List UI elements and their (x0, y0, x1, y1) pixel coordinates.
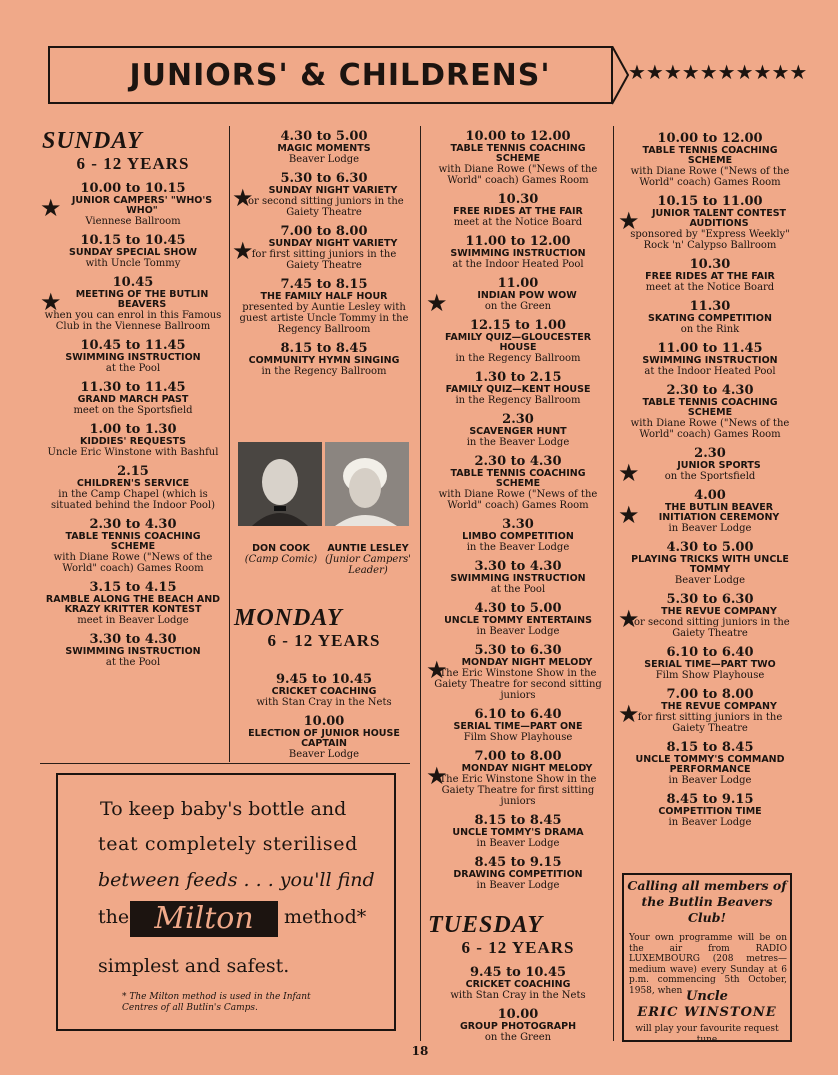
event-title: UNCLE TOMMY ENTERTAINS (444, 615, 592, 626)
event-title: SWIMMING INSTRUCTION (642, 355, 778, 366)
event-title: TABLE TENNIS COACHING SCHEME (642, 145, 778, 166)
event-item (42, 234, 224, 269)
event-title: UNCLE TOMMY'S COMMAND PERFORMANCE (635, 754, 785, 775)
event-time: 10.00 to 10.15 (80, 181, 186, 196)
event-item (618, 446, 800, 487)
event-title: MEETING OF THE BUTLIN BEAVERS (75, 289, 209, 310)
event-item (234, 130, 414, 165)
event-detail: meet in Beaver Lodge (77, 615, 189, 626)
event-title: TABLE TENNIS COACHING SCHEME (65, 531, 201, 552)
star-icon: ★ (40, 288, 62, 316)
event-title: FREE RIDES AT THE FAIR (645, 271, 775, 282)
event-item (428, 814, 608, 849)
event-title: CRICKET COACHING (465, 979, 571, 990)
event-title: TABLE TENNIS COACHING SCHEME (450, 143, 586, 164)
event-item (428, 856, 608, 891)
tuesday-column (428, 912, 608, 1050)
event-time: 2.30 to 4.30 (89, 517, 177, 532)
event-detail: at the Indoor Heated Pool (644, 366, 776, 377)
event-item (428, 518, 608, 553)
milton-logo: Milton (130, 901, 278, 937)
event-title: SERIAL TIME—PART TWO (644, 659, 776, 670)
event-title: JUNIOR SPORTS (677, 460, 761, 471)
event-time: 7.00 to 8.00 (280, 224, 368, 239)
event-detail: in the Beaver Lodge (466, 437, 570, 448)
event-item (42, 518, 224, 574)
event-title: SERIAL TIME—PART ONE (453, 721, 583, 732)
event-title: LIMBO COMPETITION (462, 531, 574, 542)
monday-continued-column (428, 130, 608, 898)
star-icon: ★ (618, 207, 640, 235)
sunday-evening-column (234, 130, 414, 384)
event-detail: at the Pool (490, 584, 546, 595)
event-title: THE FAMILY HALF HOUR (260, 291, 388, 302)
event-item (428, 602, 608, 637)
event-title: INDIAN POW WOW (477, 290, 577, 301)
event-time: 2.30 to 4.30 (666, 383, 754, 398)
club-name: ERIC WINSTONE (637, 1005, 777, 1020)
event-time: 5.30 to 6.30 (666, 592, 754, 607)
event-detail: Film Show Playhouse (655, 670, 765, 681)
event-title: MONDAY NIGHT MELODY (461, 763, 593, 774)
event-detail: meet at the Notice Board (453, 217, 583, 228)
event-title: TABLE TENNIS COACHING SCHEME (642, 397, 778, 418)
event-detail: sponsored by "Express Weekly" Rock 'n' Calypso Ballroom (630, 229, 790, 251)
event-detail: Beaver Lodge (288, 154, 360, 165)
event-item (234, 342, 414, 377)
event-title: SWIMMING INSTRUCTION (450, 573, 586, 584)
event-time: 2.30 (694, 446, 726, 461)
event-detail: in Beaver Lodge (668, 523, 752, 534)
column-divider (420, 126, 421, 1041)
event-item (42, 581, 224, 626)
event-time: 10.45 to 11.45 (80, 338, 186, 353)
club-heading: Calling all members of the Butlin Beavers Club! (627, 878, 787, 925)
event-time: 10.45 (112, 275, 154, 290)
caption-role: (Camp Comic) (244, 554, 318, 565)
event-item (42, 182, 224, 227)
event-title: COMPETITION TIME (658, 806, 762, 817)
event-item (428, 1008, 608, 1043)
event-detail: on the Rink (680, 324, 740, 335)
event-title: SWIMMING INSTRUCTION (65, 646, 201, 657)
event-title: TABLE TENNIS COACHING SCHEME (450, 468, 586, 489)
event-detail: in Beaver Lodge (668, 775, 752, 786)
event-detail: Uncle Eric Winstone with Bashful (47, 447, 219, 458)
star-icon: ★ (426, 656, 448, 684)
event-detail: in Beaver Lodge (476, 838, 560, 849)
caption-role: (Junior Campers' Leader) (324, 554, 412, 576)
event-item (620, 741, 800, 786)
event-item (620, 132, 800, 188)
event-time: 10.30 (689, 257, 731, 272)
event-detail: for first sitting juniors in the Gaiety Theatre (637, 712, 783, 734)
event-time: 1.00 to 1.30 (89, 422, 177, 437)
event-item (428, 130, 608, 186)
event-time: 2.30 (502, 412, 534, 427)
event-detail: on the Green (484, 301, 552, 312)
event-item (428, 371, 608, 406)
event-detail: in the Beaver Lodge (466, 542, 570, 553)
event-item (42, 423, 224, 458)
event-title: FREE RIDES AT THE FAIR (453, 206, 583, 217)
event-time: 3.30 to 4.30 (89, 632, 177, 647)
event-detail: with Diane Rowe ("News of the World" coach) Games Room (630, 166, 790, 188)
event-title: MONDAY NIGHT MELODY (461, 657, 593, 668)
event-title: RAMBLE ALONG THE BEACH AND KRAZY KRITTER KONTEST (45, 594, 221, 615)
event-title: JUNIOR CAMPERS' "WHO'S WHO" (71, 195, 213, 216)
event-time: 10.15 to 11.00 (657, 194, 763, 209)
club-footer: will play your favourite request tune (635, 1024, 779, 1045)
event-time: 10.15 to 10.45 (80, 233, 186, 248)
advert-line: teat completely sterilised (98, 833, 358, 855)
caption-name: AUNTIE LESLEY (327, 543, 409, 554)
event-detail: meet on the Sportsfield (73, 405, 193, 416)
event-time: 10.00 (497, 1007, 539, 1022)
event-item (620, 258, 800, 293)
event-detail: when you can enrol in this Famous Club in the Viennese Ballroom (44, 310, 222, 332)
star-icon: ★ (618, 700, 640, 728)
event-detail: for second sitting juniors in the Gaiety Theatre (630, 617, 790, 639)
event-item (620, 342, 800, 377)
age-range: 6 - 12 YEARS (267, 631, 381, 650)
event-detail: meet at the Notice Board (645, 282, 775, 293)
event-title: THE REVUE COMPANY (661, 701, 777, 712)
advert-footnote: * The Milton method is used in the Infant Centres of all Butlin's Camps. (122, 992, 311, 1013)
event-detail: for first sitting juniors in the Gaiety Theatre (251, 249, 397, 271)
event-title: UNCLE TOMMY'S DRAMA (452, 827, 584, 838)
event-detail: at the Indoor Heated Pool (452, 259, 584, 270)
advert-line: To keep baby's bottle and (100, 798, 347, 820)
event-time: 1.30 to 2.15 (474, 370, 562, 385)
event-time: 4.30 to 5.00 (474, 601, 562, 616)
event-item (428, 413, 608, 448)
event-title: SKATING COMPETITION (648, 313, 772, 324)
star-icon: ★ (618, 605, 640, 633)
event-time: 11.30 (689, 299, 731, 314)
star-icon: ★ (232, 237, 254, 265)
event-title: SUNDAY NIGHT VARIETY (268, 238, 398, 249)
day-heading-monday: MONDAY (234, 605, 343, 631)
star-icon: ★ (618, 459, 640, 487)
event-time: 5.30 to 6.30 (474, 643, 562, 658)
portrait-icon (325, 442, 409, 526)
event-detail: with Diane Rowe ("News of the World" coach) Games Room (438, 489, 598, 511)
event-item (620, 384, 800, 440)
event-time: 11.00 to 11.45 (657, 341, 763, 356)
event-detail: in Beaver Lodge (668, 817, 752, 828)
event-time: 7.45 to 8.15 (280, 277, 368, 292)
event-time: 2.15 (117, 464, 149, 479)
event-item (234, 673, 414, 708)
column-divider (229, 126, 230, 762)
event-item (428, 235, 608, 270)
event-detail: in the Regency Ballroom (455, 395, 581, 406)
caption-don-cook (236, 544, 326, 565)
event-title: THE BUTLIN BEAVER INITIATION CEREMONY (658, 502, 780, 523)
event-time: 8.45 to 9.15 (474, 855, 562, 870)
page-number: 18 (411, 1044, 429, 1058)
event-title: ELECTION OF JUNIOR HOUSE CAPTAIN (248, 728, 400, 749)
event-title: GRAND MARCH PAST (77, 394, 189, 405)
event-title: KIDDIES' REQUESTS (80, 436, 186, 447)
event-item (428, 750, 608, 807)
event-detail: with Stan Cray in the Nets (256, 697, 392, 708)
star-icon: ★ (426, 289, 448, 317)
event-item (620, 541, 800, 586)
event-detail: on the Sportsfield (664, 471, 756, 482)
event-time: 10.00 (303, 714, 345, 729)
event-title: COMMUNITY HYMN SINGING (248, 355, 400, 366)
event-item (620, 688, 800, 734)
club-body: Your own programme will be on the air from RADIO LUXEMBOURG (208 metres—medium wave) every Sunday at 6 p.m. commencing 5th October, 1958, when (629, 933, 787, 996)
event-time: 5.30 to 6.30 (280, 171, 368, 186)
caption-auntie-lesley (322, 544, 414, 576)
event-title: CRICKET COACHING (271, 686, 377, 697)
event-time: 11.30 to 11.45 (80, 380, 186, 395)
event-item (428, 319, 608, 364)
event-item (620, 793, 800, 828)
event-detail: with Diane Rowe ("News of the World" coach) Games Room (630, 418, 790, 440)
tuesday-continued-event-list (620, 132, 800, 828)
event-time: 8.45 to 9.15 (666, 792, 754, 807)
tuesday-continued-column (620, 132, 800, 835)
event-detail: Viennese Ballroom (85, 216, 181, 227)
header-stars: ★★★★★★★★★★ (628, 60, 808, 84)
event-item (620, 593, 800, 639)
event-title: THE REVUE COMPANY (661, 606, 777, 617)
star-icon: ★ (618, 501, 640, 529)
event-detail: with Uncle Tommy (85, 258, 181, 269)
event-time: 6.10 to 6.40 (666, 645, 754, 660)
event-item (234, 715, 414, 760)
event-item (42, 465, 224, 511)
event-detail: in the Regency Ballroom (455, 353, 581, 364)
event-title: CHILDREN'S SERVICE (76, 478, 190, 489)
column-divider (613, 126, 614, 1041)
event-title: SWIMMING INSTRUCTION (450, 248, 586, 259)
event-time: 2.30 to 4.30 (474, 454, 562, 469)
age-range: 6 - 12 YEARS (76, 154, 190, 173)
event-title: DRAWING COMPETITION (453, 869, 583, 880)
event-time: 6.10 to 6.40 (474, 707, 562, 722)
event-title: FAMILY QUIZ—GLOUCESTER HOUSE (444, 332, 592, 353)
event-title: SUNDAY SPECIAL SHOW (69, 247, 197, 258)
monday-column (234, 605, 414, 767)
event-detail: with Diane Rowe ("News of the World" coach) Games Room (438, 164, 598, 186)
event-item (620, 195, 800, 251)
photo-auntie-lesley (325, 442, 409, 526)
event-time: 8.15 to 8.45 (280, 341, 368, 356)
event-detail: on the Green (484, 1032, 552, 1043)
event-item (42, 339, 224, 374)
event-time: 10.00 to 12.00 (657, 131, 763, 146)
event-item (428, 193, 608, 228)
event-time: 11.00 to 12.00 (465, 234, 571, 249)
photo-don-cook (238, 442, 322, 526)
event-time: 10.00 to 12.00 (465, 129, 571, 144)
advert-line: the (98, 906, 130, 928)
event-item (428, 966, 608, 1001)
advert-line: simplest and safest. (98, 955, 290, 977)
event-time: 7.00 to 8.00 (666, 687, 754, 702)
event-title: GROUP PHOTOGRAPH (459, 1021, 577, 1032)
event-item (620, 300, 800, 335)
event-item (620, 646, 800, 681)
event-detail: in Beaver Lodge (476, 626, 560, 637)
tuesday-event-list (428, 966, 608, 1043)
monday-continued-event-list (428, 130, 608, 891)
portrait-icon (238, 442, 322, 526)
event-item (42, 633, 224, 668)
page-title: JUNIORS' & CHILDRENS' (129, 58, 551, 93)
sunday-event-list (42, 182, 224, 668)
event-title: PLAYING TRICKS WITH UNCLE TOMMY (631, 554, 789, 575)
sunday-column (42, 128, 224, 675)
event-item (428, 644, 608, 701)
event-detail: The Eric Winstone Show in the Gaiety Theatre for first sitting juniors (439, 774, 597, 807)
star-icon: ★ (232, 184, 254, 212)
event-item (42, 381, 224, 416)
star-icon: ★ (40, 194, 62, 222)
event-time: 8.15 to 8.45 (474, 813, 562, 828)
event-item (428, 455, 608, 511)
event-item (426, 276, 608, 317)
event-time: 4.30 to 5.00 (280, 129, 368, 144)
event-detail: Film Show Playhouse (463, 732, 573, 743)
event-time: 9.45 to 10.45 (275, 672, 373, 687)
event-time: 11.00 (497, 276, 539, 291)
event-item (620, 489, 800, 534)
event-detail: presented by Auntie Lesley with guest artiste Uncle Tommy in the Regency Ballroom (239, 302, 409, 335)
event-item (428, 560, 608, 595)
advert-line: method* (284, 906, 367, 928)
day-heading-sunday: SUNDAY (42, 128, 143, 154)
event-detail: with Stan Cray in the Nets (450, 990, 586, 1001)
age-range: 6 - 12 YEARS (461, 938, 575, 957)
event-time: 3.30 to 4.30 (474, 559, 562, 574)
monday-event-list (234, 673, 414, 760)
event-detail: in Beaver Lodge (476, 880, 560, 891)
event-item (234, 172, 414, 218)
event-title: SCAVENGER HUNT (469, 426, 567, 437)
event-time: 4.00 (694, 488, 726, 503)
caption-name: DON COOK (252, 543, 310, 554)
event-detail: at the Pool (105, 363, 161, 374)
event-title: SWIMMING INSTRUCTION (65, 352, 201, 363)
event-detail: for second sitting juniors in the Gaiety Theatre (244, 196, 404, 218)
event-detail: Beaver Lodge (288, 749, 360, 760)
event-time: 10.30 (497, 192, 539, 207)
event-time: 7.00 to 8.00 (474, 749, 562, 764)
event-time: 9.45 to 10.45 (469, 965, 567, 980)
event-time: 12.15 to 1.00 (469, 318, 567, 333)
star-icon: ★ (426, 762, 448, 790)
event-time: 3.15 to 4.15 (89, 580, 177, 595)
event-title: MAGIC MOMENTS (277, 143, 371, 154)
advert-line: between feeds . . . you'll find (98, 869, 375, 891)
event-detail: with Diane Rowe ("News of the World" coach) Games Room (53, 552, 213, 574)
event-item (42, 276, 224, 332)
event-item (234, 225, 414, 271)
event-detail: The Eric Winstone Show in the Gaiety Theatre for second sitting juniors (434, 668, 602, 701)
club-uncle: Uncle (686, 989, 728, 1004)
event-title: FAMILY QUIZ—KENT HOUSE (445, 384, 591, 395)
event-time: 3.30 (502, 517, 534, 532)
event-item (234, 278, 414, 335)
event-detail: Beaver Lodge (674, 575, 746, 586)
day-heading-tuesday: TUESDAY (428, 912, 544, 938)
event-detail: in the Camp Chapel (which is situated behind the Indoor Pool) (50, 489, 216, 511)
event-detail: in the Regency Ballroom (261, 366, 387, 377)
event-time: 8.15 to 8.45 (666, 740, 754, 755)
event-title: JUNIOR TALENT CONTEST AUDITIONS (651, 208, 787, 229)
event-title: SUNDAY NIGHT VARIETY (268, 185, 398, 196)
event-item (428, 708, 608, 743)
event-detail: at the Pool (105, 657, 161, 668)
sunday-evening-event-list (234, 130, 414, 377)
event-time: 4.30 to 5.00 (666, 540, 754, 555)
